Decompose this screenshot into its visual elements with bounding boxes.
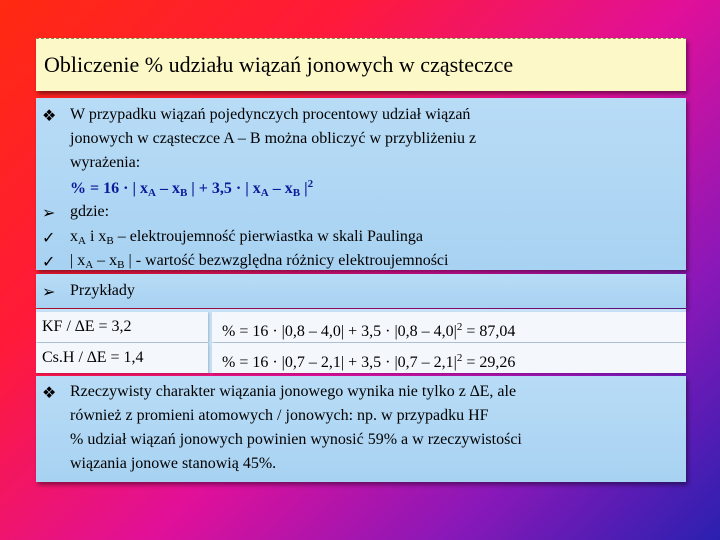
checkmark-bullet-icon: ✓ xyxy=(42,252,56,271)
intro-line-1: W przypadku wiązań pojedynczych procentowy udział wiązań xyxy=(70,106,471,123)
conclusion-line-4: wiązania jonowe stanowią 45%. xyxy=(70,455,277,472)
table-cell-calculation: % = $16 \cdot |0,7 - 2,1| + 3,5 \cdot |0,7 - 2,1|^2 = 29,26$ xyxy=(212,343,686,373)
intro-line-3: wyrażenia: xyxy=(70,154,141,171)
checkmark-bullet-icon: ✓ xyxy=(42,228,56,247)
formula: % = 16 · | $x_A - x_B$ | + 3,5 · | $x_A - x_B$ $|^2$ xyxy=(70,178,314,199)
conclusion-line-2: również z promieni atomowych / jonowych: np. w przypadku HF xyxy=(70,407,489,424)
intro-line-2: jonowych w cząsteczce A – B można obliczyć w przybliżeniu z xyxy=(70,130,477,147)
table-cell-compound: KF / ∆E = 3,2 xyxy=(36,312,208,342)
conclusion-line-3: % udział wiązań jonowych powinien wynosić 59% a w rzeczywistości xyxy=(70,431,522,448)
page-title: Obliczenie % udziału wiązań jonowych w cząsteczce xyxy=(44,52,514,77)
diamond-bullet-icon: ❖ xyxy=(42,383,57,402)
diamond-bullet-icon: ❖ xyxy=(42,106,57,125)
gdzie-label: gdzie: xyxy=(70,203,110,220)
definition-2: | $x_A - x_B$ | - wartość bezwzględna różnicy elektroujemności xyxy=(70,252,449,271)
conclusion-line-1: Rzeczywisty charakter wiązania jonowego wynika nie tylko z ∆E, ale xyxy=(70,383,517,400)
table-cell-compound: Cs.H / ∆E = 1,4 xyxy=(36,343,208,373)
arrow-bullet-icon: ➢ xyxy=(42,282,56,301)
title-box xyxy=(36,38,686,91)
table-cell-calculation: % = $16 \cdot |0,8 - 4,0| + 3,5 \cdot |0,8 - 4,0|^2 = 87,04$ xyxy=(212,312,686,342)
definition-1: $x_A$ i $x_B$ – elektroujemność pierwiastka w skali Paulinga xyxy=(70,228,424,247)
arrow-bullet-icon: ➢ xyxy=(42,203,56,222)
examples-label: Przykłady xyxy=(70,282,135,299)
